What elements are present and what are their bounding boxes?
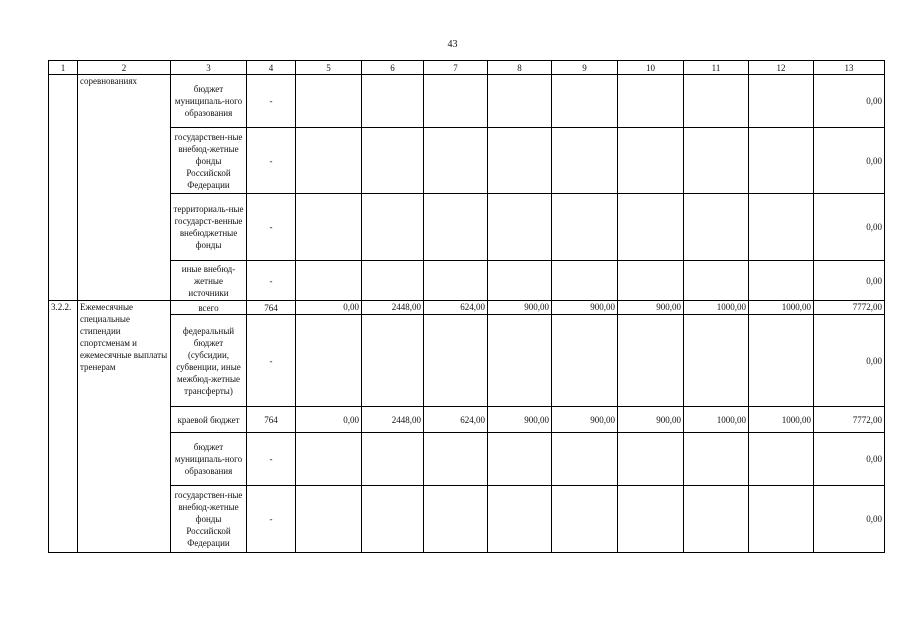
value-cell: 900,00 (488, 407, 552, 433)
value-cell: 2448,00 (362, 301, 424, 315)
table-row (49, 486, 885, 553)
col4-cell: 764 (247, 301, 296, 315)
funding-source-cell: территориаль-ные государст-венные внебюджетные фонды (171, 194, 247, 261)
funding-source-cell: государствен-ные внебюд-жетные фонды Российской Федерации (171, 486, 247, 553)
value-cell: 624,00 (424, 407, 488, 433)
col4-cell: 764 (247, 407, 296, 433)
value-cell: 1000,00 (684, 407, 749, 433)
value-cell: 0,00 (296, 301, 362, 315)
table-row (49, 75, 885, 128)
header-cell: 6 (362, 61, 424, 75)
total-cell: 0,00 (814, 128, 885, 194)
funding-source-cell: иные внебюд-жетные источники (171, 261, 247, 301)
header-cell: 3 (171, 61, 247, 75)
header-cell: 5 (296, 61, 362, 75)
funding-source-cell: федеральный бюджет (субсидии, субвенции, иные межбюд-жетные трансферты) (171, 315, 247, 407)
value-cell: 1000,00 (684, 301, 749, 315)
table-row (49, 128, 885, 194)
col4-cell: - (247, 433, 296, 486)
col4-cell: - (247, 486, 296, 553)
value-cell: 1000,00 (749, 301, 814, 315)
header-row (49, 61, 885, 75)
total-cell: 0,00 (814, 261, 885, 301)
table-row (49, 301, 885, 315)
header-cell: 13 (814, 61, 885, 75)
header-cell: 7 (424, 61, 488, 75)
value-cell: 900,00 (488, 301, 552, 315)
header-cell: 10 (618, 61, 684, 75)
header-cell: 11 (684, 61, 749, 75)
col4-cell: - (247, 128, 296, 194)
total-cell: 0,00 (814, 486, 885, 553)
table-row (49, 433, 885, 486)
value-cell: 0,00 (296, 407, 362, 433)
col4-cell: - (247, 75, 296, 128)
budget-table (48, 60, 885, 553)
value-cell: 900,00 (552, 407, 618, 433)
header-cell: 8 (488, 61, 552, 75)
item-name-cell: соревнованиях (78, 75, 171, 301)
total-cell: 0,00 (814, 315, 885, 407)
col4-cell: - (247, 315, 296, 407)
table-row (49, 194, 885, 261)
total-cell: 7772,00 (814, 407, 885, 433)
funding-source-cell: краевой бюджет (171, 407, 247, 433)
page-number: 43 (447, 39, 458, 50)
col4-cell: - (247, 261, 296, 301)
value-cell: 624,00 (424, 301, 488, 315)
funding-source-cell: всего (171, 301, 247, 315)
header-cell: 9 (552, 61, 618, 75)
funding-source-cell: государствен-ные внебюд-жетные фонды Российской Федерации (171, 128, 247, 194)
table-row (49, 315, 885, 407)
total-cell: 0,00 (814, 75, 885, 128)
item-number-cell (49, 75, 78, 301)
value-cell: 2448,00 (362, 407, 424, 433)
funding-source-cell: бюджет муниципаль-ного образования (171, 75, 247, 128)
item-number-cell: 3.2.2. (49, 301, 78, 553)
header-cell: 1 (49, 61, 78, 75)
table-row (49, 407, 885, 433)
value-cell: 900,00 (618, 301, 684, 315)
header-cell: 4 (247, 61, 296, 75)
col4-cell: - (247, 194, 296, 261)
header-cell: 2 (78, 61, 171, 75)
value-cell: 900,00 (618, 407, 684, 433)
item-name-cell: Ежемесячные специальные стипендии спортсменам и ежемесячные выплаты тренерам (78, 301, 171, 553)
header-cell: 12 (749, 61, 814, 75)
total-cell: 0,00 (814, 433, 885, 486)
value-cell: 1000,00 (749, 407, 814, 433)
value-cell: 900,00 (552, 301, 618, 315)
funding-source-cell: бюджет муниципаль-ного образования (171, 433, 247, 486)
total-cell: 0,00 (814, 194, 885, 261)
total-cell: 7772,00 (814, 301, 885, 315)
table-row (49, 261, 885, 301)
